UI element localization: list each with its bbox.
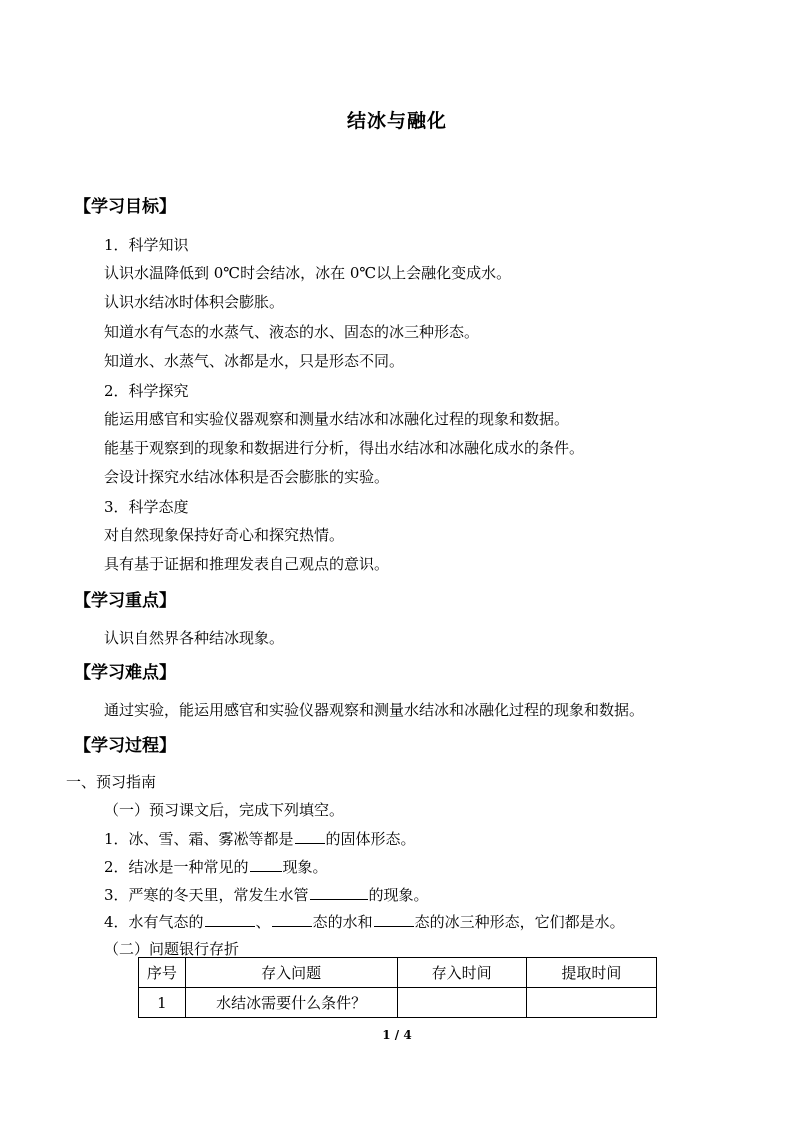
objective-item: 知道水有气态的水蒸气、液态的水、固态的冰三种形态。 xyxy=(104,323,480,341)
question-text: 现象。 xyxy=(282,858,328,876)
table-cell[interactable] xyxy=(397,988,526,1018)
question-text: 2．结冰是一种常见的 xyxy=(104,858,249,876)
table-cell[interactable] xyxy=(526,988,656,1018)
question-text: 、 xyxy=(255,913,271,931)
question-2 xyxy=(104,856,328,877)
table-row xyxy=(139,988,657,1018)
table-header-cell: 存入时间 xyxy=(397,958,526,988)
preview-guide-title: 一、预习指南 xyxy=(66,773,157,791)
question-text: 态的水和 xyxy=(312,913,373,931)
fill-blank-instructions: （一）预习课文后，完成下列填空。 xyxy=(104,801,345,819)
answer-blank[interactable] xyxy=(250,857,282,872)
page-number: 1 / 4 xyxy=(382,1028,412,1042)
answer-blank[interactable] xyxy=(272,912,312,927)
key-points-heading: 【学习重点】 xyxy=(74,591,176,611)
table-header-cell: 提取时间 xyxy=(526,958,656,988)
objective-item: 认识水结冰时体积会膨胀。 xyxy=(104,293,285,311)
objective-item: 能运用感官和实验仪器观察和测量水结冰和冰融化过程的现象和数据。 xyxy=(104,410,570,428)
question-text: 的固体形态。 xyxy=(325,830,416,848)
objective-item: 认识水温降低到 0℃时会结冰，冰在 0℃以上会融化变成水。 xyxy=(104,264,512,282)
objective-item: 能基于观察到的现象和数据进行分析，得出水结冰和冰融化成水的条件。 xyxy=(104,439,585,457)
question-text: 3．严寒的冬天里，常发生水管 xyxy=(104,886,309,904)
answer-blank[interactable] xyxy=(205,912,255,927)
objectives-heading: 【学习目标】 xyxy=(74,197,176,217)
answer-blank[interactable] xyxy=(295,829,325,844)
question-bank-title: （二）问题银行存折 xyxy=(104,940,240,958)
table-cell: 水结冰需要什么条件？ xyxy=(185,988,397,1018)
key-points-text: 认识自然界各种结冰现象。 xyxy=(104,629,285,647)
page-title: 结冰与融化 xyxy=(346,110,447,132)
difficulties-text: 通过实验，能运用感官和实验仪器观察和测量水结冰和冰融化过程的现象和数据。 xyxy=(104,701,645,719)
question-1 xyxy=(104,828,416,849)
table-cell: 1 xyxy=(139,988,186,1018)
answer-blank[interactable] xyxy=(310,885,368,900)
question-text: 的现象。 xyxy=(368,886,429,904)
table-header-cell: 存入问题 xyxy=(185,958,397,988)
objective-item: 具有基于证据和推理发表自己观点的意识。 xyxy=(104,555,390,573)
question-bank-table xyxy=(138,957,657,1018)
objective-item: 知道水、水蒸气、冰都是水，只是形态不同。 xyxy=(104,352,405,370)
process-heading: 【学习过程】 xyxy=(74,736,176,756)
difficulties-heading: 【学习难点】 xyxy=(74,663,176,683)
question-text: 态的冰三种形态，它们都是水。 xyxy=(414,913,625,931)
question-text: 1．冰、雪、霜、雾凇等都是 xyxy=(104,830,294,848)
objectives-sub2-title: 2．科学探究 xyxy=(104,382,189,400)
objectives-sub3-title: 3．科学态度 xyxy=(104,498,189,516)
question-3 xyxy=(104,884,429,905)
objectives-sub1-title: 1．科学知识 xyxy=(104,236,189,254)
table-header-cell: 序号 xyxy=(139,958,186,988)
question-text: 4．水有气态的 xyxy=(104,913,204,931)
question-4 xyxy=(104,911,625,932)
objective-item: 会设计探究水结冰体积是否会膨胀的实验。 xyxy=(104,468,390,486)
answer-blank[interactable] xyxy=(374,912,414,927)
table-header-row xyxy=(139,958,657,988)
objective-item: 对自然现象保持好奇心和探究热情。 xyxy=(104,526,345,544)
